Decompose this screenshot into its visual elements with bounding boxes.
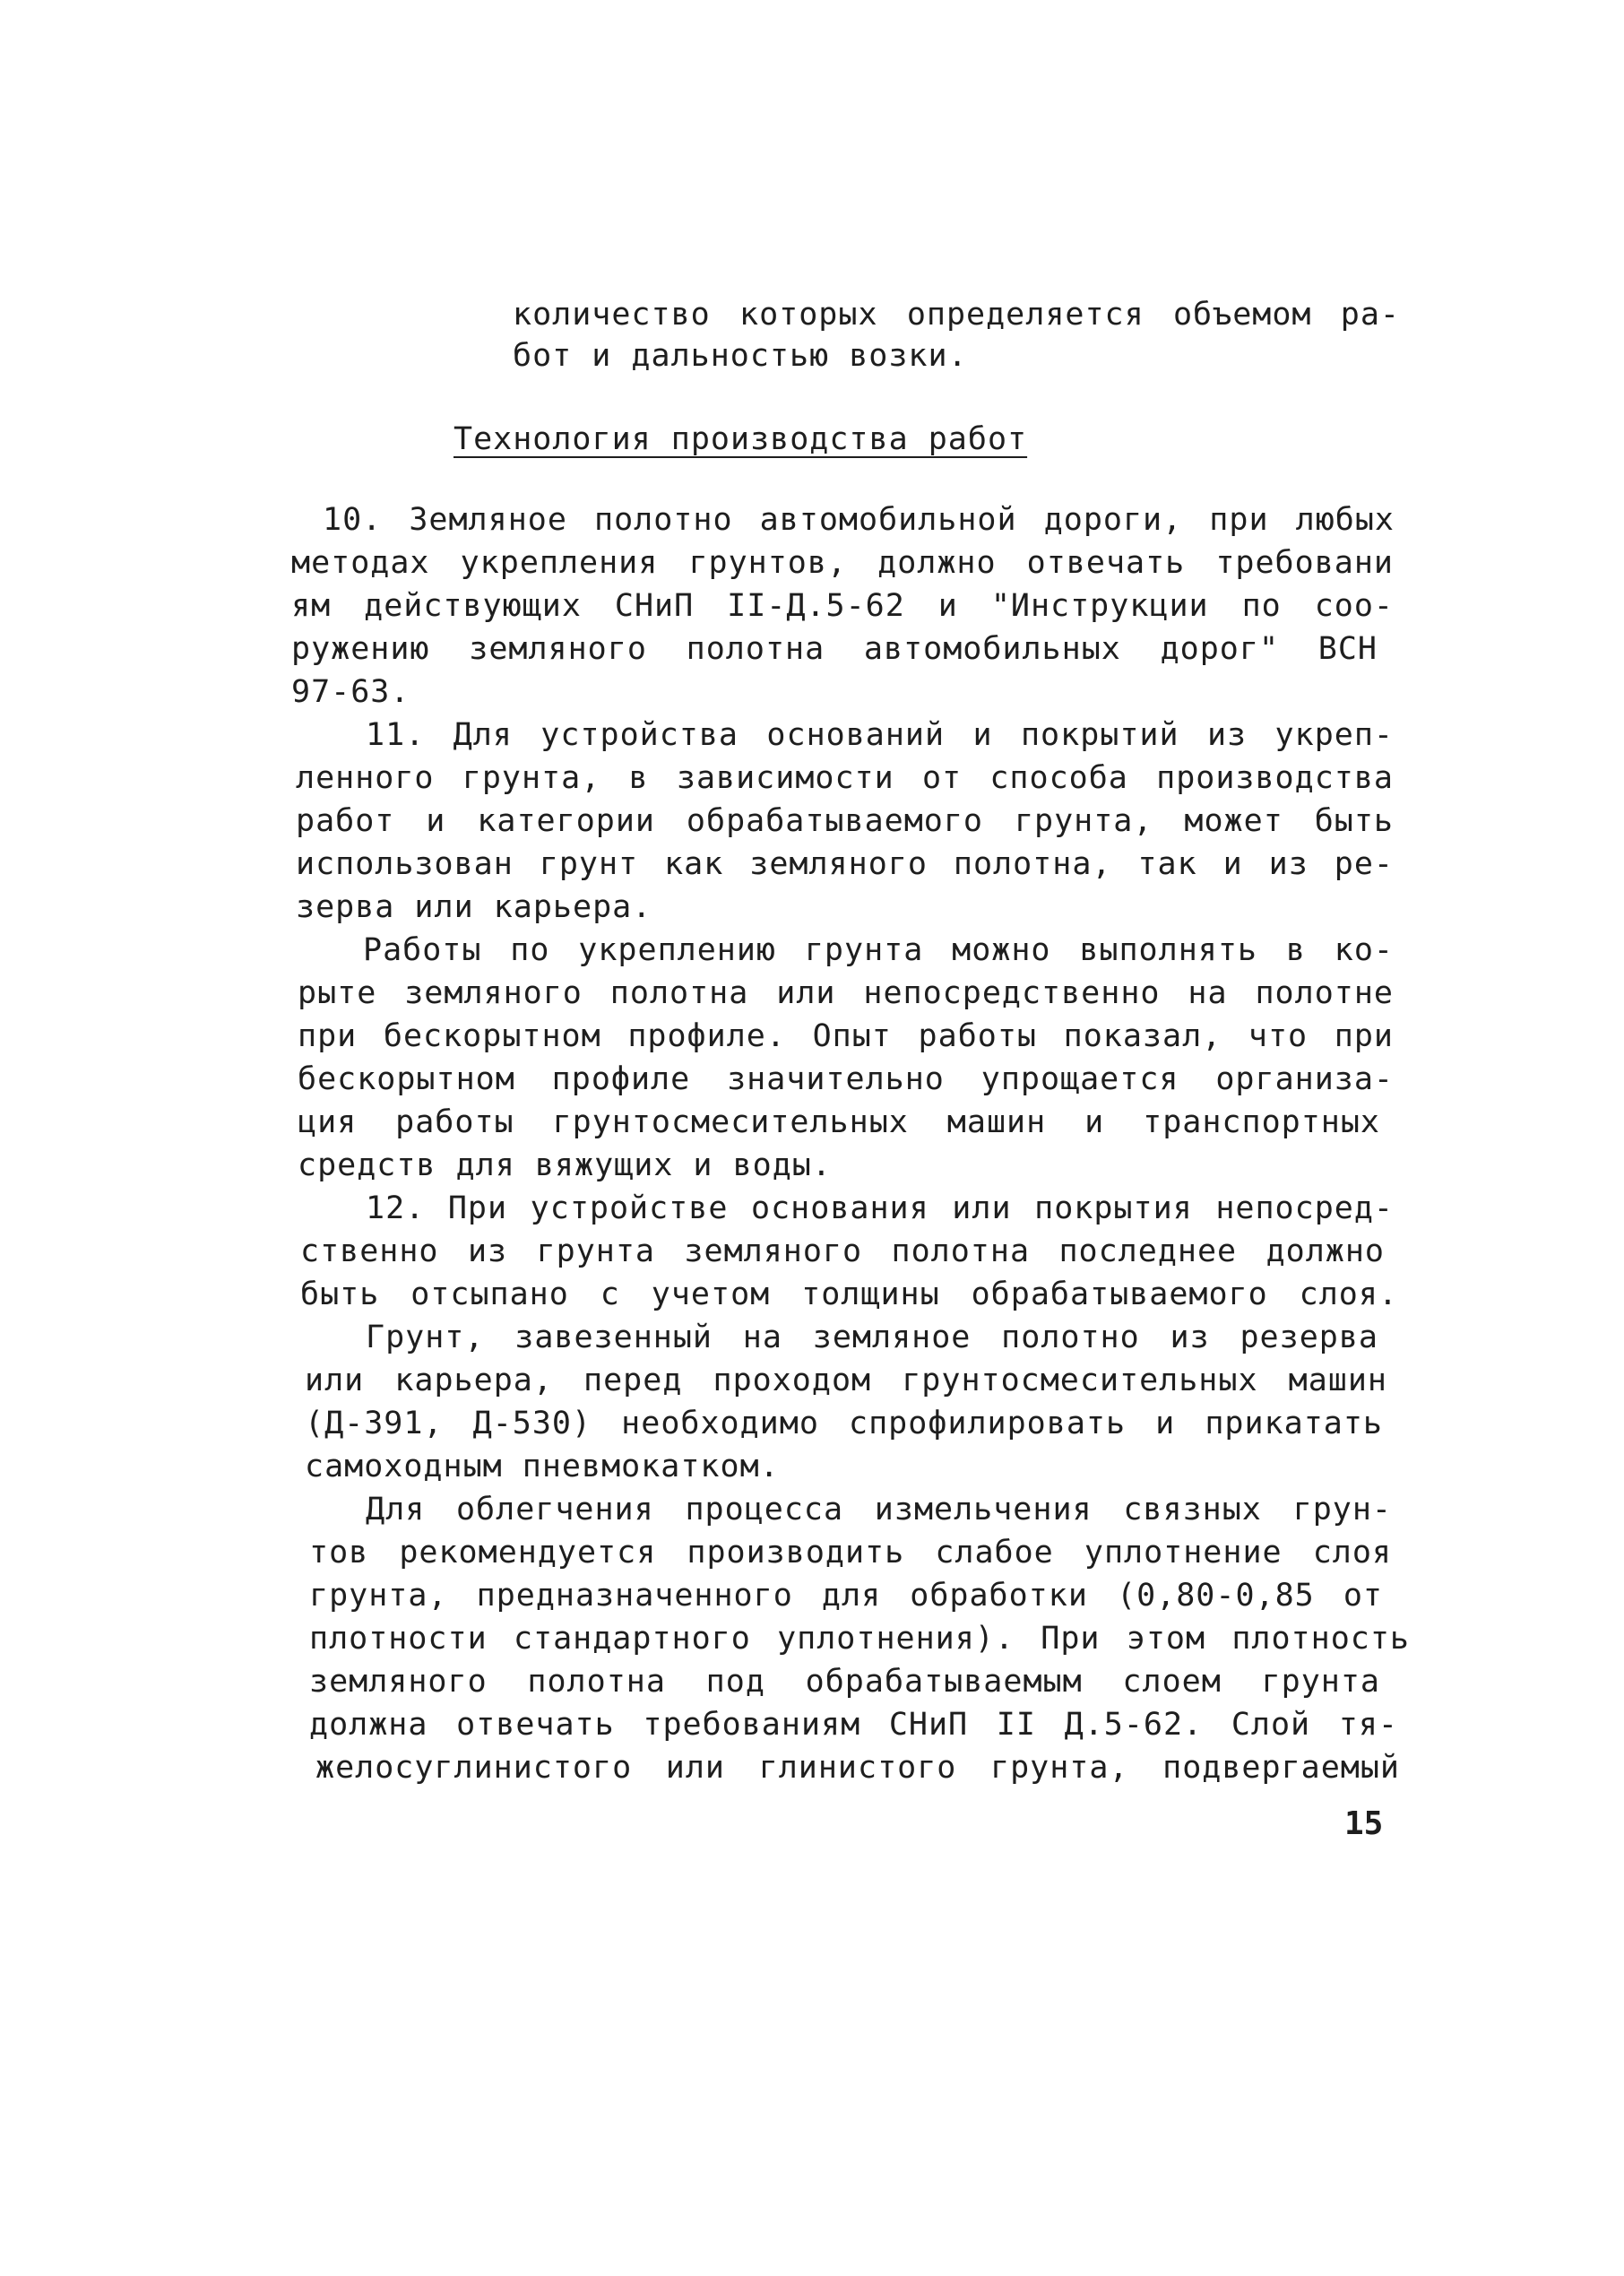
text-line: Для облегчения процесса измельчения связных грун-: [366, 1492, 1392, 1527]
text-line: желосуглинистого или глинистого грунта, подвергаемый: [315, 1750, 1400, 1786]
text-line: средств для вяжущих и воды.: [298, 1147, 832, 1183]
text-line: работ и категории обрабатываемого грунта, может быть: [296, 803, 1394, 839]
text-line: ям действующих СНиП II-Д.5-62 и "Инструкции по соо-: [291, 588, 1394, 624]
text-line: грунта, предназначенного для обработки (0,80-0,85 от: [309, 1578, 1383, 1614]
text-line: быть отсыпано с учетом толщины обрабатываемого слоя.: [300, 1276, 1398, 1312]
text-line: ленного грунта, в зависимости от способа производства: [296, 760, 1394, 796]
text-line: плотности стандартного уплотнения). При этом плотность: [309, 1621, 1410, 1657]
text-line: (Д-391, Д-530) необходимо спрофилировать и прикатать: [305, 1406, 1383, 1441]
text-line: или карьера, перед проходом грунтосмесительных машин: [305, 1363, 1387, 1398]
page-number: 15: [1344, 1805, 1384, 1842]
text-line: 11. Для устройства оснований и покрытий из укреп-: [366, 717, 1394, 753]
text-line: должна отвечать требованиям СНиП II Д.5-62. Слой тя-: [309, 1707, 1398, 1743]
text-line: количество которых определяется объемом ра-: [513, 297, 1400, 333]
text-line: бескорытном профиле значительно упрощается организа-: [298, 1061, 1394, 1097]
text-line: зерва или карьера.: [296, 889, 652, 925]
text-line: использован грунт как земляного полотна, так и из ре-: [296, 846, 1394, 882]
text-line: Грунт, завезенный на земляное полотно из резерва: [366, 1320, 1378, 1355]
text-line: тов рекомендуется производить слабое уплотнение слоя: [309, 1535, 1392, 1571]
text-line: бот и дальностью возки.: [513, 338, 968, 374]
section-heading: Технология производства работ: [454, 421, 1028, 457]
text-line: 12. При устройстве основания или покрытия непосред-: [366, 1190, 1394, 1226]
text-line: ция работы грунтосмесительных машин и транспортных: [298, 1104, 1380, 1140]
text-line: самоходным пневмокатком.: [305, 1449, 780, 1484]
text-line: земляного полотна под обрабатываемым слоем грунта: [309, 1664, 1380, 1700]
text-line: методах укрепления грунтов, должно отвечать требовани: [291, 545, 1394, 581]
text-line: Работы по укреплению грунта можно выполнять в ко-: [363, 932, 1394, 968]
text-line: 97-63.: [291, 674, 410, 710]
text-line: рыте земляного полотна или непосредственно на полотне: [298, 975, 1394, 1011]
text-line: 10. Земляное полотно автомобильной дороги, при любых: [323, 502, 1395, 538]
text-line: ственно из грунта земляного полотна последнее должно: [300, 1233, 1385, 1269]
text-line: при бескорытном профиле. Опыт работы показал, что при: [298, 1018, 1394, 1054]
text-line: ружению земляного полотна автомобильных дорог" ВСН: [291, 631, 1378, 667]
